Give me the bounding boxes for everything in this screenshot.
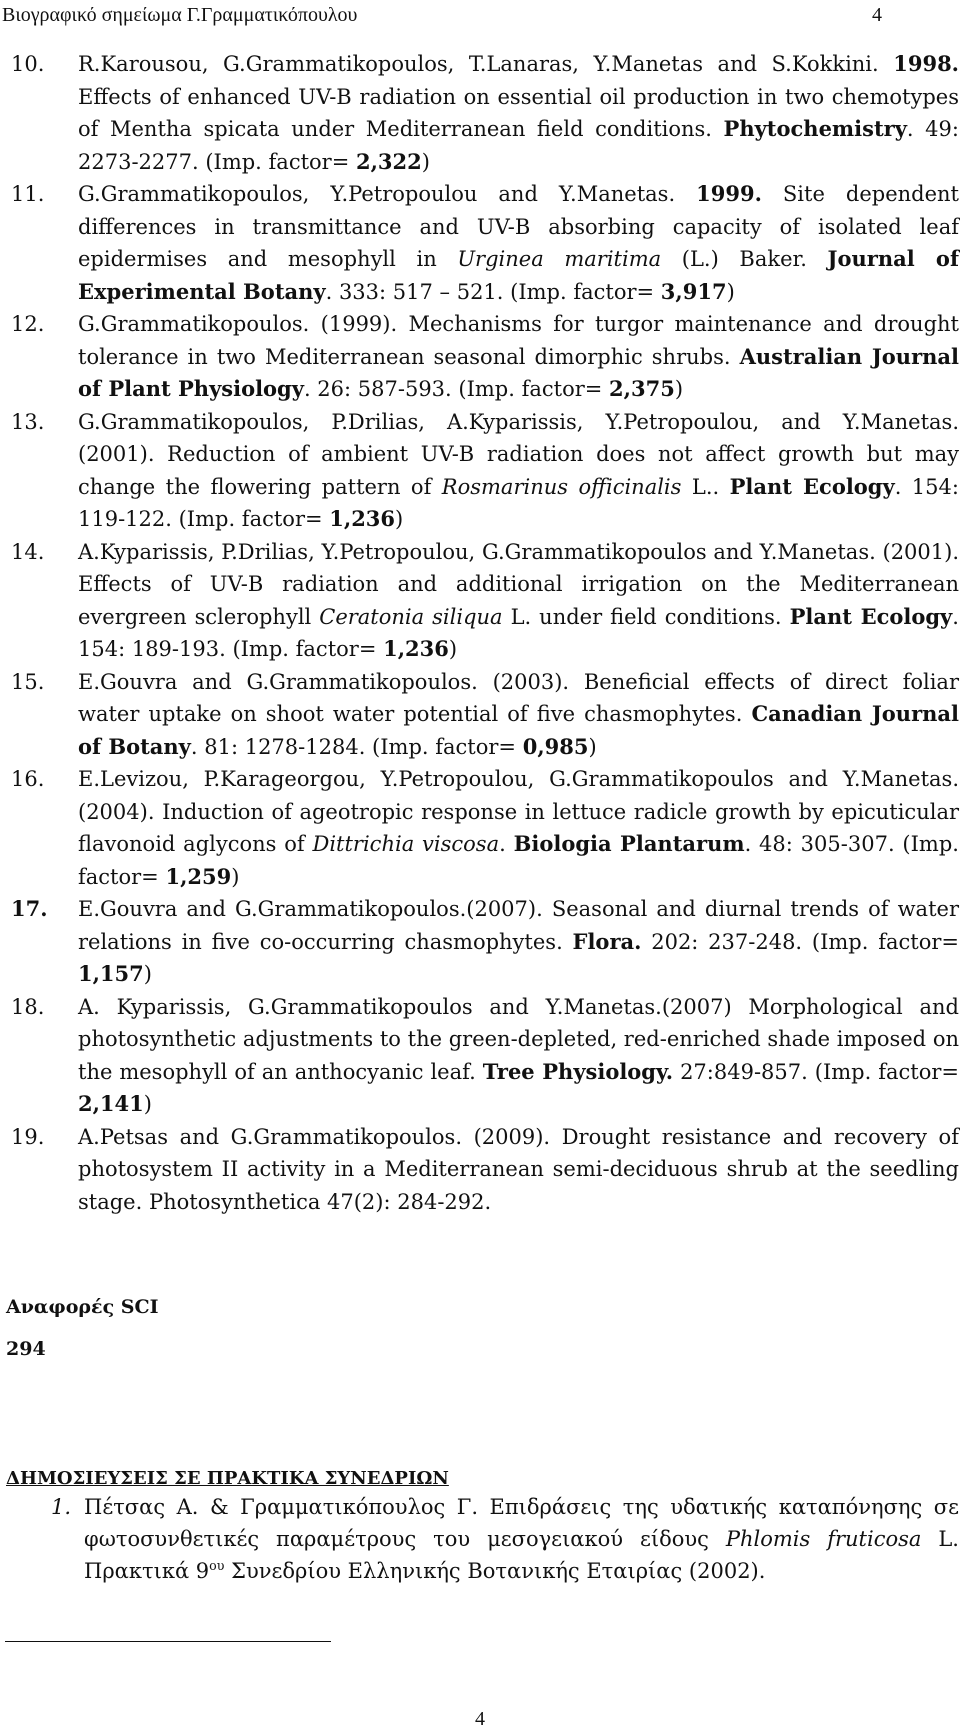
- entry-close: ): [231, 864, 240, 889]
- entry-reference: Photosynthetica 47(2): 284-292.: [142, 1189, 492, 1214]
- entry-number: 18.: [11, 994, 45, 1019]
- publication-entry-10: [11, 48, 959, 178]
- publication-entry-19: [11, 1121, 959, 1219]
- entry-species: Dittrichia viscosa: [312, 832, 500, 856]
- publications-list: [11, 48, 959, 1218]
- entry-number: 14.: [11, 539, 45, 564]
- entry-journal: Phytochemistry: [723, 116, 907, 141]
- entry-species: Phlomis fruticosa: [725, 1527, 922, 1551]
- entry-authors: G.Grammatikopoulos, Y.Petropoulou and Y.Manetas.: [78, 182, 676, 206]
- running-header-page-number: 4: [872, 4, 882, 26]
- publication-entry-14: [11, 536, 959, 666]
- entry-authors: E.Gouvra and G.Grammatikopoulos.(2007).: [78, 897, 543, 921]
- entry-authors: R.Karousou, G.Grammatikopoulos, T.Lanaras, Y.Manetas and S.Kokkini.: [78, 52, 879, 76]
- conference-publications-heading: ΔΗΜΟΣΙΕΥΣΕΙΣ ΣΕ ΠΡΑΚΤΙΚΑ ΣΥΝΕΔΡΙΩΝ: [6, 1468, 449, 1489]
- entry-authors: A. Kyparissis, G.Grammatikopoulos and Y.Manetas.(2007): [78, 994, 732, 1019]
- entry-text-mid: L. Πρακτικά 9: [84, 1527, 959, 1583]
- entry-species: Ceratonia siliqua: [319, 604, 503, 629]
- entry-impact-factor: 1,259: [165, 863, 232, 889]
- entry-title-end: .: [499, 832, 506, 856]
- entry-impact-factor: 2,141: [78, 1091, 144, 1116]
- running-header-title: Βιογραφικό σημείωμα Γ.Γραμματικόπουλου: [2, 4, 358, 26]
- entry-journal: Journal of Experimental Botany: [78, 246, 959, 304]
- entry-close: ): [674, 377, 684, 401]
- entry-close: ): [448, 637, 458, 661]
- conference-entry-1: [11, 1491, 959, 1587]
- publication-entry-17: [11, 893, 959, 991]
- entry-authors: G.Grammatikopoulos. (1999).: [78, 312, 398, 336]
- publication-entry-11: [11, 178, 959, 308]
- entry-journal: Flora.: [572, 928, 642, 954]
- entry-reference: . 49: 2273-2277. (Imp. factor=: [78, 117, 959, 174]
- entry-number: 11.: [11, 182, 45, 206]
- entry-species: Urginea maritima: [457, 247, 662, 271]
- entry-title: Effects of enhanced UV-B radiation on essential oil production in two chemotypes of Mentha spicata under Mediterranean field conditions.: [78, 84, 959, 141]
- entry-reference: . 333: 517 – 521. (Imp. factor=: [325, 279, 655, 304]
- entry-ordinal-suffix: ου: [209, 1558, 225, 1573]
- entry-reference: . 81: 1278-1284. (Imp. factor=: [190, 734, 517, 759]
- entry-number: 1.: [51, 1495, 72, 1519]
- footnote-separator: [5, 1641, 331, 1642]
- entry-reference: 27:849-857. (Imp. factor=: [673, 1059, 959, 1084]
- citations-count: 294: [6, 1338, 46, 1360]
- conference-publications-list: [11, 1491, 959, 1587]
- publication-entry-15: [11, 666, 959, 764]
- entry-title: Drought resistance and recovery of photosystem II activity in a Mediterranean semi-deciduous shrub at the seedling stage.: [78, 1124, 959, 1214]
- entry-journal: Biologia Plantarum: [513, 831, 745, 856]
- entry-number: 17.: [11, 896, 48, 921]
- entry-reference: . 154: 189-193. (Imp. factor=: [78, 604, 959, 661]
- entry-reference: 202: 237-248. (Imp. factor=: [641, 929, 959, 954]
- entry-number: 16.: [11, 767, 45, 791]
- entry-year: 1999.: [696, 181, 762, 206]
- entry-reference: . 48: 305-307. (Imp. factor=: [78, 832, 959, 889]
- entry-close: ): [143, 1092, 152, 1116]
- entry-journal: Canadian Journal of Botany: [78, 701, 959, 759]
- entry-text-end: Συνεδρίου Ελληνικής Βοτανικής Εταιρίας (2002).: [224, 1559, 766, 1583]
- entry-journal: Plant Ecology: [729, 473, 895, 499]
- publication-entry-16: [11, 763, 959, 893]
- entry-close: ): [726, 279, 735, 304]
- entry-reference: . 154: 119-122. (Imp. factor=: [78, 474, 959, 531]
- entry-title: Seasonal and diurnal trends of water relations in five co-occurring chasmophytes.: [78, 897, 959, 954]
- entry-title-end: L..: [691, 474, 720, 499]
- entry-close: ): [395, 507, 404, 531]
- entry-close: ): [143, 962, 152, 986]
- entry-number: 10.: [11, 52, 45, 76]
- entry-journal: Plant Ecology: [789, 603, 953, 629]
- entry-title: Beneficial effects of direct foliar water uptake on shoot water potential of five chasmophytes.: [78, 669, 959, 726]
- entry-title-end: (L.) Baker.: [681, 247, 807, 271]
- entry-number: 13.: [11, 409, 45, 434]
- entry-journal: Tree Physiology.: [482, 1058, 674, 1084]
- entry-title: Mechanisms for turgor maintenance and drought tolerance in two Mediterranean seasonal dimorphic shrubs.: [78, 312, 959, 369]
- entry-reference: . 26: 587-593. (Imp. factor=: [303, 377, 603, 401]
- entry-impact-factor: 0,985: [522, 733, 589, 759]
- entry-authors: E.Gouvra and G.Grammatikopoulos. (2003).: [78, 669, 570, 694]
- entry-impact-factor: 1,236: [383, 636, 449, 661]
- entry-close: ): [588, 734, 597, 759]
- publication-entry-18: [11, 991, 959, 1121]
- entry-authors: E.Levizou, P.Karageorgou, Y.Petropoulou, G.Grammatikopoulos and Y.Manetas. (2004).: [78, 767, 959, 824]
- entry-species: Rosmarinus officinalis: [441, 474, 682, 499]
- entry-title: Induction of ageotropic response in lettuce radicle growth by epicuticular flavonoid aglycons of: [78, 799, 959, 856]
- entry-impact-factor: 2,322: [356, 148, 422, 174]
- entry-text: Πέτσας Α. & Γραμματικόπουλος Γ. Επιδράσεις της υδατικής καταπόνησης σε φωτοσυνθετικές παραμέτρους του μεσογειακού είδους: [84, 1495, 959, 1551]
- entry-title: Morphological and photosynthetic adjustments to the green-depleted, red-enriched shade imposed on the mesophyll of an anthocyanic leaf.: [78, 994, 959, 1084]
- entry-journal: Australian Journal of Plant Physiology: [78, 343, 959, 401]
- entry-number: 19.: [11, 1124, 45, 1149]
- entry-number: 12.: [11, 312, 45, 336]
- running-header: [2, 4, 882, 27]
- citations-heading: Αναφορές SCI: [6, 1296, 159, 1318]
- entry-authors: A.Kyparissis, P.Drilias, Y.Petropoulou, G.Grammatikopoulos and Y.Manetas. (2001).: [78, 539, 959, 564]
- publication-entry-12: [11, 308, 959, 406]
- entry-close: ): [421, 149, 430, 174]
- page-footer-number: 4: [475, 1708, 485, 1730]
- publication-entry-13: [11, 406, 959, 536]
- entry-impact-factor: 1,236: [329, 506, 396, 531]
- entry-impact-factor: 2,375: [609, 376, 675, 401]
- entry-authors: G.Grammatikopoulos, P.Drilias, A.Kyparissis, Y.Petropoulou, and Y.Manetas. (2001).: [78, 409, 959, 466]
- entry-authors: A.Petsas and G.Grammatikopoulos. (2009).: [78, 1124, 551, 1149]
- entry-impact-factor: 3,917: [660, 278, 727, 304]
- entry-title: Reduction of ambient UV-B radiation does not affect growth but may change the flowering pattern of: [78, 442, 959, 499]
- entry-number: 15.: [11, 669, 45, 694]
- entry-title: Effects of UV-B radiation and additional irrigation on the Mediterranean evergreen sclerophyll: [78, 572, 959, 629]
- entry-title-end: L. under field conditions.: [510, 604, 782, 629]
- entry-impact-factor: 1,157: [78, 961, 144, 986]
- entry-title: Site dependent differences in transmittance and UV-B absorbing capacity of isolated leaf epidermises and mesophyll in: [78, 182, 959, 271]
- entry-year: 1998.: [893, 51, 959, 76]
